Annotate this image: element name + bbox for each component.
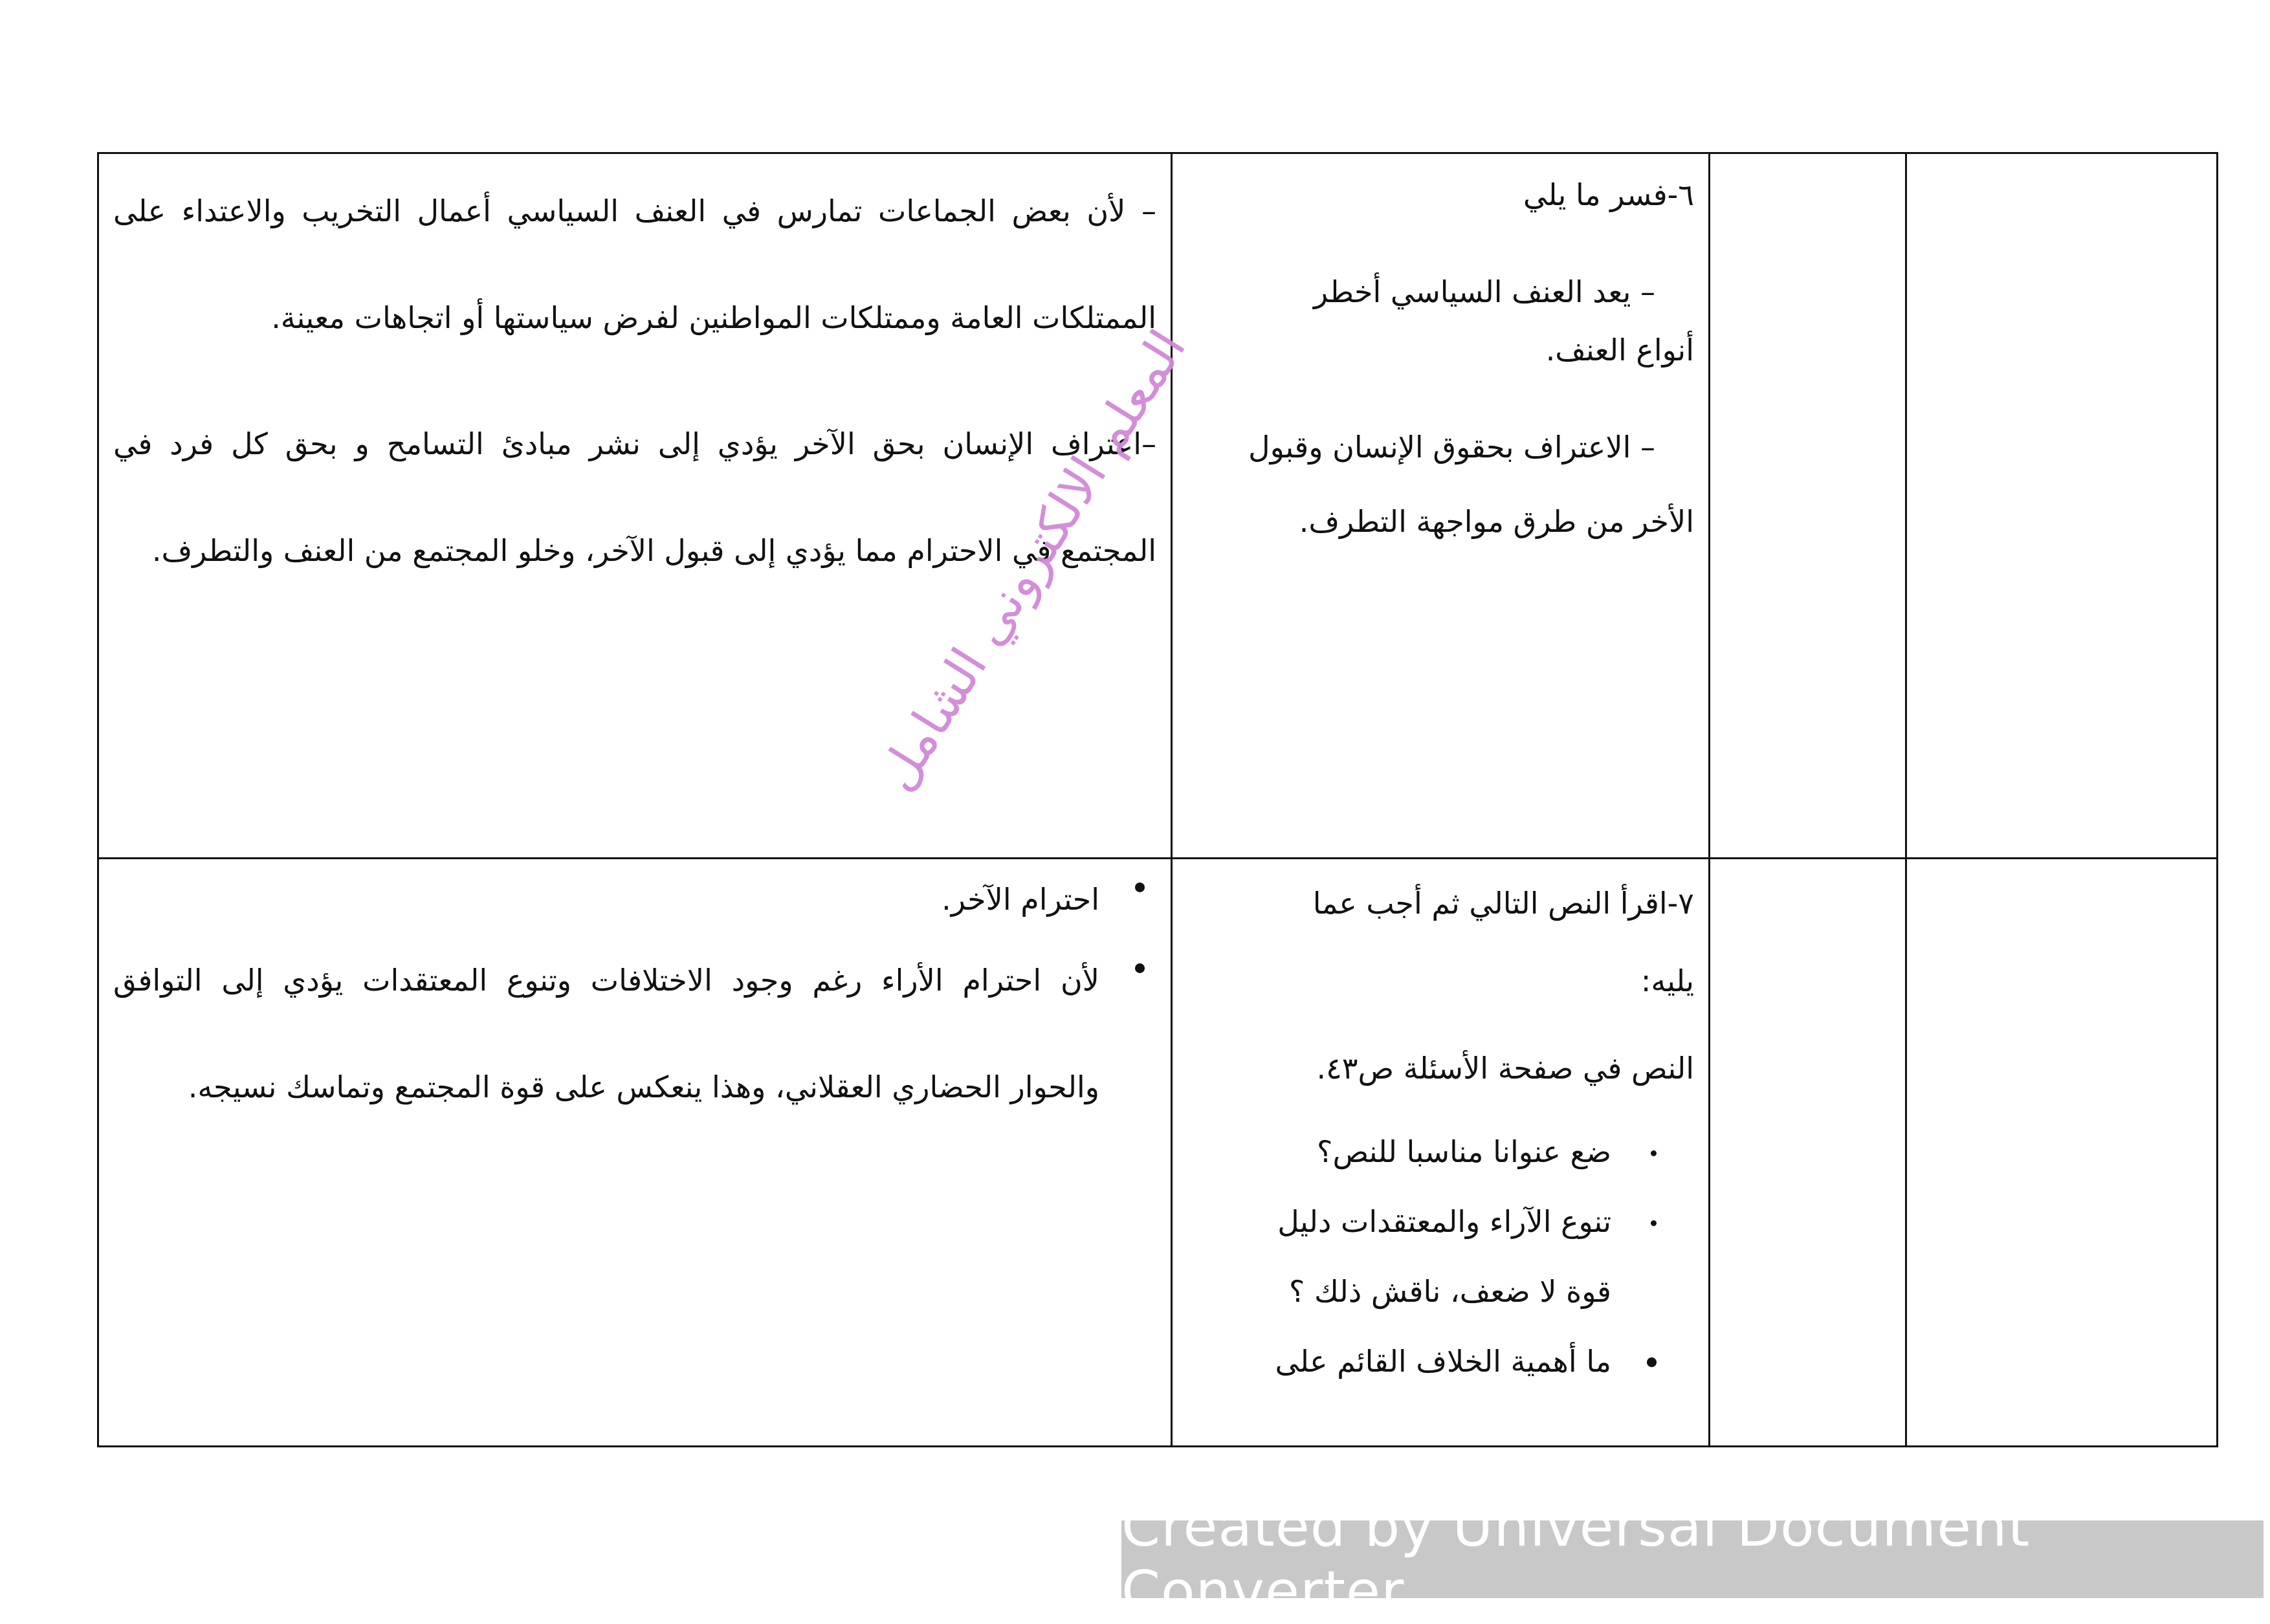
question-title: ٦-فسر ما يلي: [1523, 177, 1694, 212]
notes-cell: [1906, 858, 2217, 1445]
question-item: – يعد العنف السياسي أخطر: [1313, 274, 1655, 309]
answer-cell: [99, 154, 1172, 858]
question-cell: [1172, 858, 1710, 1445]
question-bullet-text: قوة لا ضعف، ناقش ذلك ؟: [1288, 1273, 1611, 1309]
list-item: [1184, 1326, 1708, 1396]
answer-paragraph: –اعتراف الإنسان بحق الآخر يؤدي إلى نشر مبادئ التسامح و بحق كل فرد في المجتمع في الاحترام مما يؤدي إلى قبول الآخر، وخلو المجتمع من العنف والتطرف.: [113, 426, 1156, 568]
list-item: [1184, 1187, 1708, 1326]
list-item: [113, 927, 1171, 1141]
grade-cell: [1710, 858, 1906, 1445]
watermark: المعلم الالكتروني الشامل: [867, 320, 1198, 801]
question-item: الأخر من طرق مواجهة التطرف.: [1299, 504, 1694, 539]
answer-list: [99, 846, 1171, 1141]
notes-cell: [1906, 154, 2217, 858]
question-cell: [1172, 154, 1710, 858]
question-bullet-text: ضع عنوانا مناسبا للنص؟: [1317, 1134, 1611, 1169]
question-bullet-text: تنوع الآراء والمعتقدات دليل: [1277, 1203, 1611, 1239]
question-bullet-text: ما أهمية الخلاف القائم على: [1275, 1343, 1611, 1379]
converter-banner: Created by Universal Document Converter: [1121, 1520, 2264, 1598]
question-reference: النص في صفحة الأسئلة ص٤٣.: [1316, 1050, 1694, 1086]
table-row: [99, 858, 2216, 1445]
answer-bullet-text: لأن احترام الأراء رغم وجود الاختلافات وتنوع المعتقدات يؤدي إلى التوافق والحوار الحضاري العقلاني، وهذا ينعكس على قوة المجتمع وتماسك نسيجه.: [113, 962, 1099, 1104]
answer-paragraph: – لأن بعض الجماعات تمارس في العنف السياسي أعمال التخريب والاعتداء على الممتلكات العامة وممتلكات المواطنين لفرض سياستها أو اتجاهات معينة.: [113, 193, 1156, 335]
question-list: [1184, 1117, 1708, 1396]
answer-cell: [99, 858, 1172, 1445]
question-item: أنواع العنف.: [1545, 333, 1694, 368]
grade-cell: [1710, 154, 1906, 858]
question-title: يليه:: [1640, 963, 1694, 998]
answer-bullet-text: احترام الآخر.: [942, 881, 1099, 917]
question-item: – الاعتراف بحقوق الإنسان وقبول: [1248, 430, 1655, 465]
question-title: ٧-اقرأ النص التالي ثم أجب عما: [1312, 885, 1694, 921]
table-row: [99, 154, 2216, 858]
list-item: [1184, 1117, 1708, 1187]
